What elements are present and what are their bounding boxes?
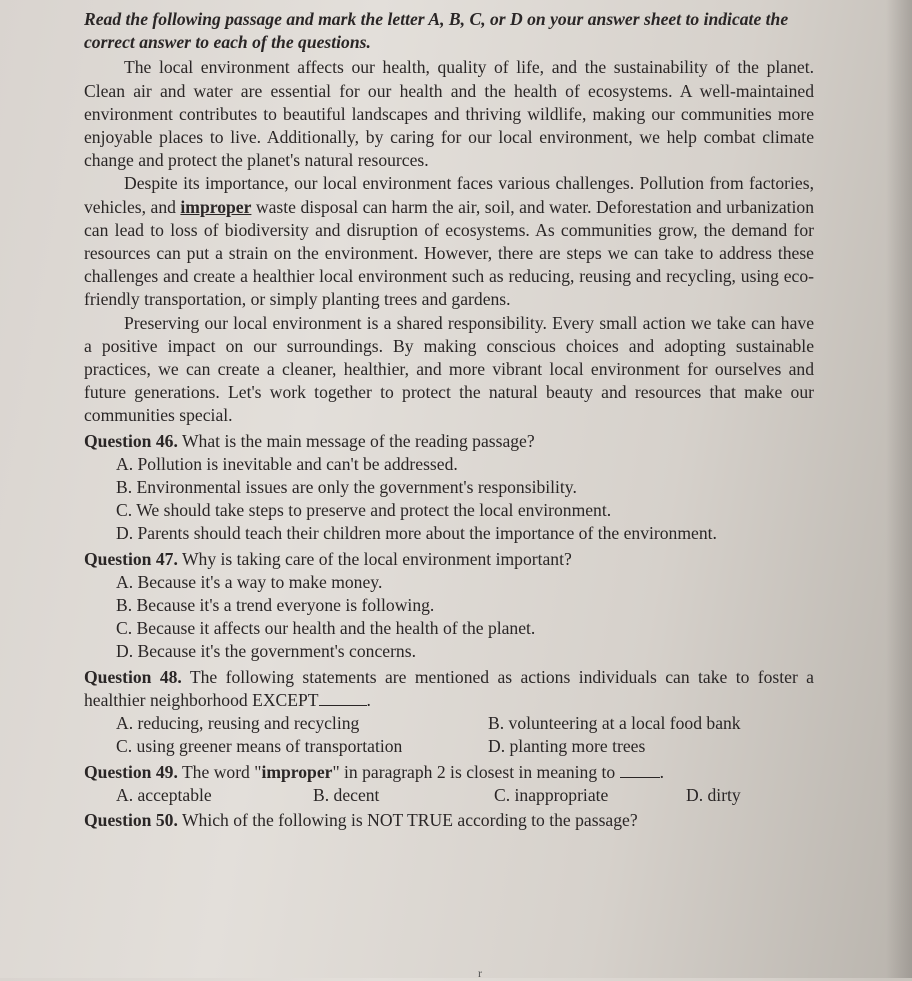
q48-option-b: B. volunteering at a local food bank xyxy=(488,713,741,734)
q46-option-a: A. Pollution is inevitable and can't be addressed. xyxy=(116,453,458,474)
q46-option-b: B. Environmental issues are only the government's responsibility. xyxy=(116,477,577,498)
question-48 xyxy=(84,666,814,712)
question-49 xyxy=(84,761,814,784)
q47-option-d: D. Because it's the government's concerns. xyxy=(116,641,416,662)
paper-edge-shadow xyxy=(886,0,912,978)
q48-options xyxy=(116,712,814,758)
question-50-label: Question 50. xyxy=(84,809,178,830)
question-50 xyxy=(84,809,814,832)
paragraph-3: Preserving our local environment is a shared responsibility. Every small action we take can have a positive impact on our surroundings. By making conscious choices and adopting sustainable practices, we can create a cleaner, healthier, and more vibrant local environment for ourselves and future generations. Let's work together to protect the natural beauty and resources that make our communities special. xyxy=(84,312,814,426)
answer-blank xyxy=(620,763,660,778)
q49-option-b: B. decent xyxy=(313,784,380,805)
question-49-label: Question 49. xyxy=(84,761,178,782)
q48-option-d: D. planting more trees xyxy=(488,736,646,757)
question-47-text: Why is taking care of the local environment important? xyxy=(177,548,572,569)
answer-blank xyxy=(319,691,367,706)
underlined-word: improper xyxy=(180,196,252,217)
q47-option-b: B. Because it's a trend everyone is following. xyxy=(116,595,435,616)
page-mark: r xyxy=(478,966,482,980)
q48-option-a: A. reducing, reusing and recycling xyxy=(116,713,360,734)
question-47 xyxy=(84,548,814,571)
q47-option-a: A. Because it's a way to make money. xyxy=(116,571,383,592)
question-50-text: Which of the following is NOT TRUE according to the passage? xyxy=(177,809,638,830)
question-48-label: Question 48. xyxy=(84,666,182,687)
q49-option-a: A. acceptable xyxy=(116,784,212,805)
exam-page xyxy=(84,8,814,832)
q49-option-d: D. dirty xyxy=(686,784,741,805)
q48-option-c: C. using greener means of transportation xyxy=(116,736,403,757)
question-49-end: . xyxy=(659,761,665,782)
q46-option-c: C. We should take steps to preserve and protect the local environment. xyxy=(116,500,612,521)
question-49-text: The word " xyxy=(177,761,262,782)
q46-option-d: D. Parents should teach their children more about the importance of the environment. xyxy=(116,523,717,544)
q47-option-c: C. Because it affects our health and the health of the planet. xyxy=(116,618,536,639)
question-47-label: Question 47. xyxy=(84,548,178,569)
question-48-text: The following statements are mentioned as actions individuals can take to foster a healthier neighborhood EXCEPT xyxy=(84,666,814,710)
paragraph-1: The local environment affects our health, quality of life, and the sustainability of the planet. Clean air and water are essential for our health and the health of ecosystems. A well-maintained environment contributes to beautiful landscapes and thriving wildlife, making our communities more enjoyable places to live. Additionally, by caring for our local environment, we help combat climate change and protect the planet's natural resources. xyxy=(84,57,814,171)
paragraph-2 xyxy=(84,172,814,311)
question-46 xyxy=(84,430,814,453)
question-48-end: . xyxy=(366,689,371,710)
paragraph-2-end: waste disposal can harm the air, soil, and water. Deforestation and urbanization can lead to loss of biodiversity and disruption of ecosystems. As communities grow, the demand for resources can put a strain on the environment. However, there are steps we can take to address these challenges and create a healthier local environment such as reducing, reusing and recycling, using eco-friendly transportation, or simply planting trees and gardens. xyxy=(84,196,814,310)
question-49-text-2: " in paragraph 2 is closest in meaning to xyxy=(332,761,616,782)
paragraph-2-start: Despite its importance, our local environment faces various challenges. Pollution from factories, vehicles, and xyxy=(84,173,814,217)
q49-options xyxy=(116,784,814,807)
instructions: Read the following passage and mark the letter A, B, C, or D on your answer sheet to indicate the correct answer to each of the questions. xyxy=(84,9,789,53)
q49-option-c: C. inappropriate xyxy=(494,784,609,805)
question-46-text: What is the main message of the reading passage? xyxy=(177,430,535,451)
question-46-label: Question 46. xyxy=(84,430,178,451)
question-49-word: improper xyxy=(261,761,333,782)
